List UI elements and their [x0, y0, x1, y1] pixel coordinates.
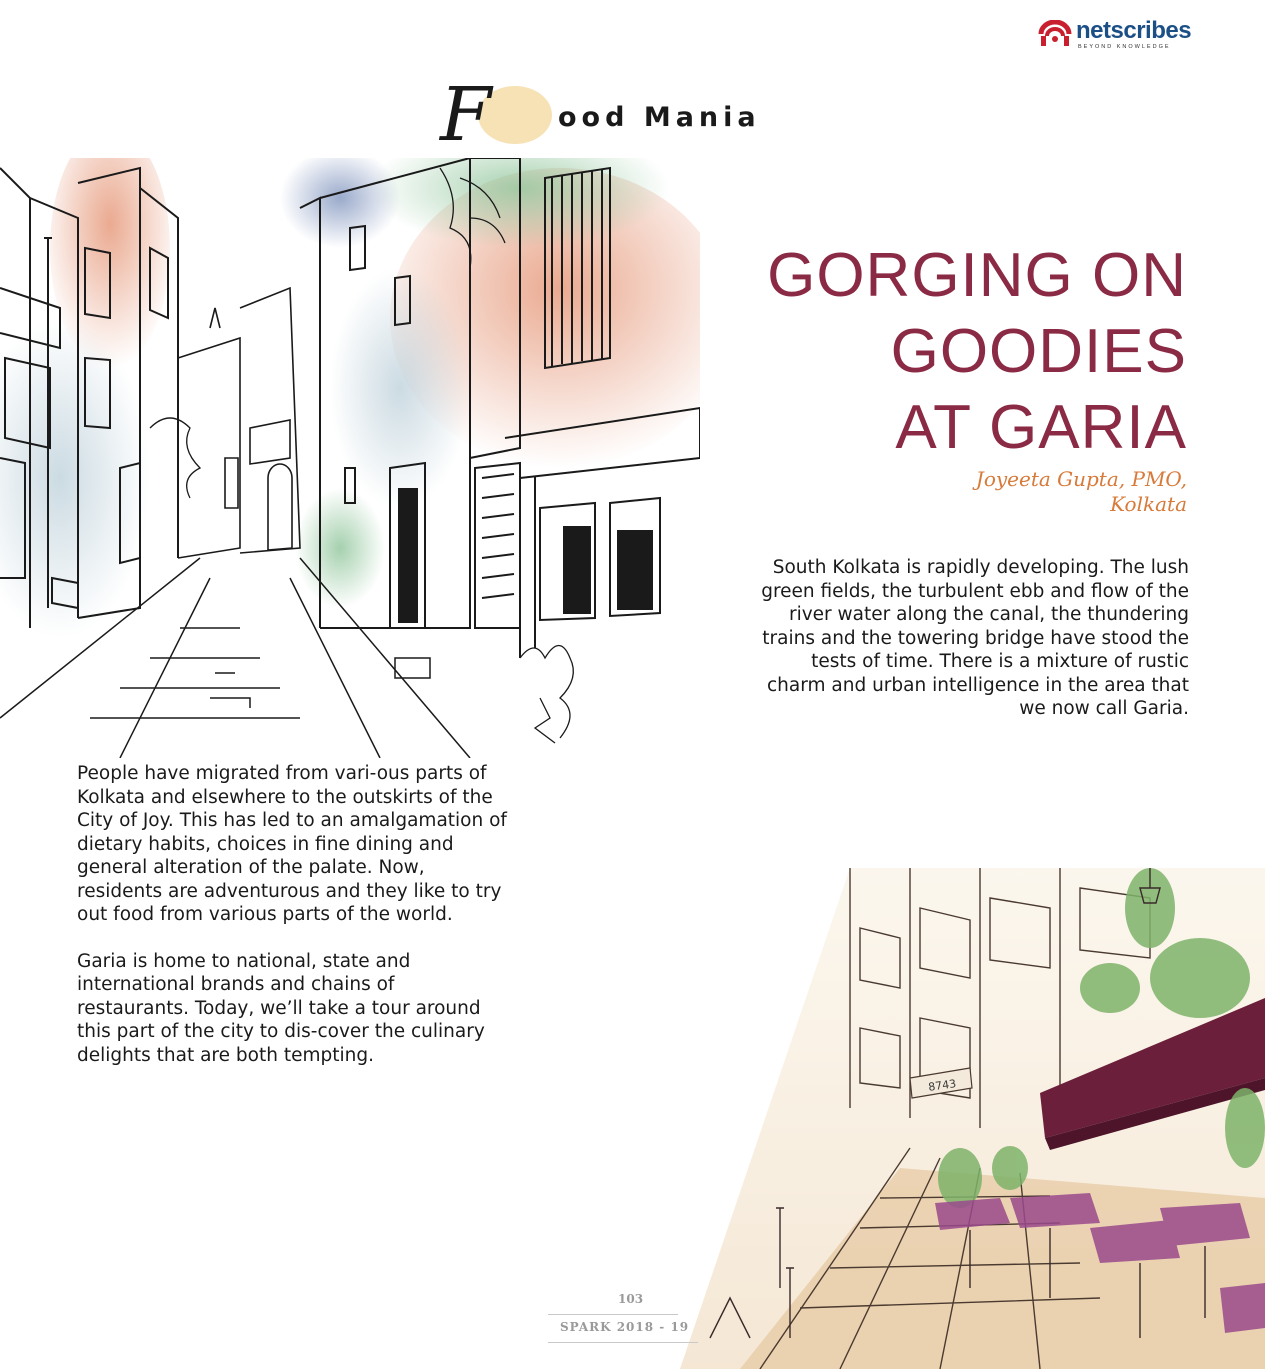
netscribes-logo	[1038, 18, 1238, 50]
article-title-line: GOODIES	[890, 317, 1187, 386]
author-byline	[807, 467, 1187, 517]
byline-line: Joyeeta Gupta, PMO,	[975, 467, 1187, 491]
body-paragraph: Garia is home to national, state and international brands and chains of restaurants. Today, we’ll take a tour around this part of the city to dis-cover the culinary delights that are both tempting.	[77, 950, 485, 1066]
brand-tagline: BEYOND KNOWLEDGE	[1078, 44, 1171, 50]
body-column	[77, 762, 507, 1067]
brand-name: netscribes	[1076, 17, 1192, 44]
body-paragraph: People have migrated from vari-ous parts of Kolkata and elsewhere to the outskirts of the City of Joy. This has led to an amalgamation of dietary habits, choices in fine dining and general alteration of the palate. Now, residents are adventurous and they like to try out food from various parts of the world.	[77, 763, 507, 925]
intro-paragraph: South Kolkata is rapidly developing. The lush green fields, the turbulent ebb and flow of the river water along the canal, the thundering trains and the towering bridge have stood the tests of time. There is a mixture of rustic charm and urban intelligence in the area that we now call Garia.	[761, 557, 1189, 719]
section-initial: F	[440, 72, 492, 158]
article-title	[767, 238, 1187, 466]
section-heading	[438, 72, 818, 158]
cafe-sign-text: 8743	[927, 1077, 957, 1094]
article-title-line: AT GARIA	[895, 393, 1187, 462]
footer-divider	[548, 1342, 698, 1343]
page-footer	[548, 1290, 738, 1350]
footer-divider	[548, 1314, 678, 1315]
section-name: ood Mania	[558, 102, 761, 133]
netscribes-logo-icon	[1038, 20, 1072, 48]
street-illustration	[0, 158, 700, 758]
cafe-illustration	[680, 868, 1265, 1369]
byline-line: Kolkata	[1110, 492, 1187, 516]
magazine-name: SPARK 2018 - 19	[560, 1320, 690, 1334]
article-title-line: GORGING ON	[767, 241, 1187, 310]
page-number: 103	[618, 1292, 644, 1306]
